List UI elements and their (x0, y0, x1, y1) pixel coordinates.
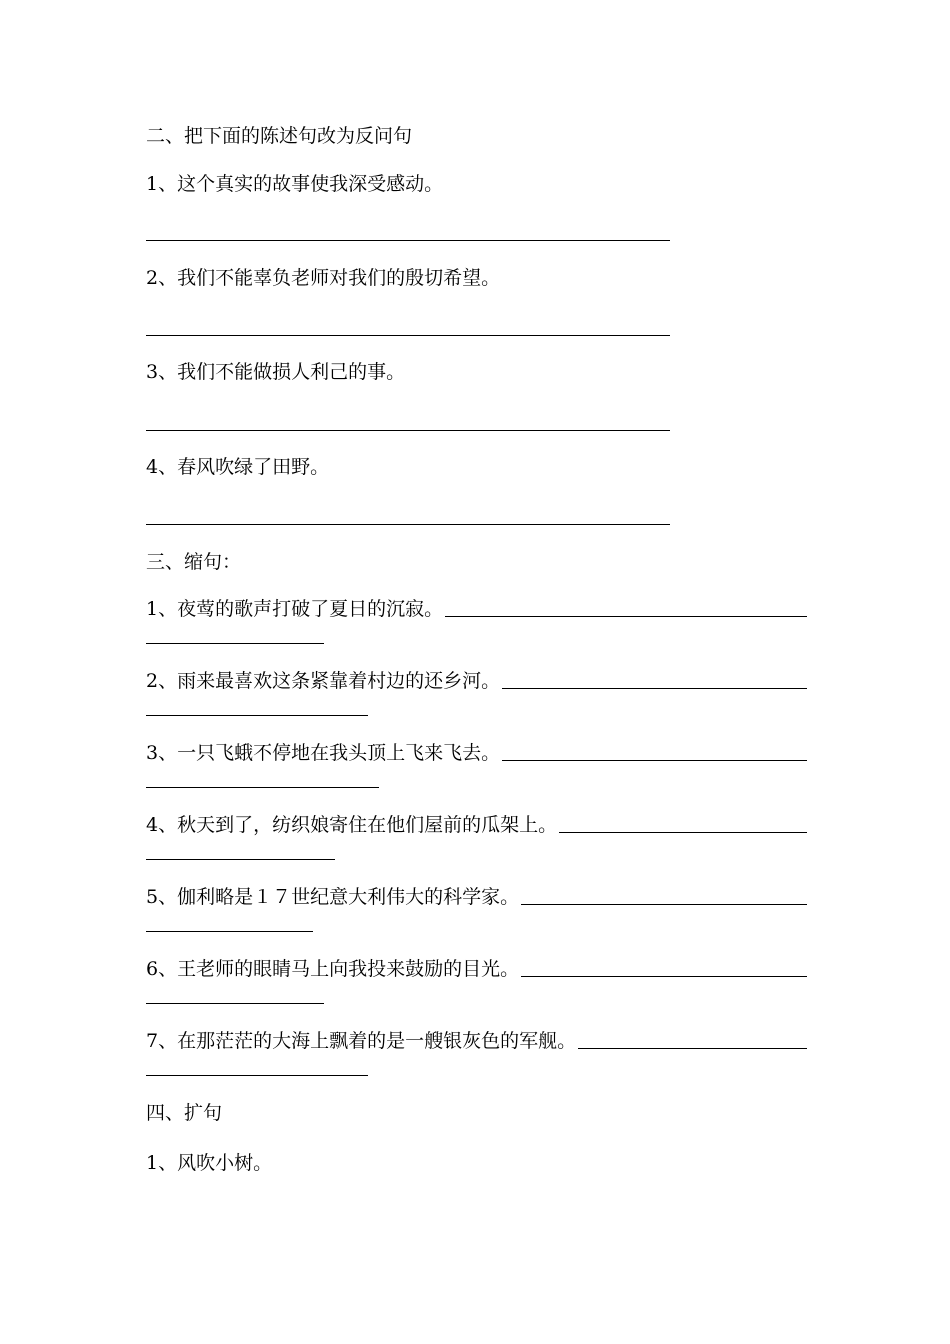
section-heading: 三、缩句： (146, 551, 242, 573)
answer-line[interactable] (146, 430, 670, 431)
question-text: 3、一只飞蛾不停地在我头顶上飞来飞去。 (146, 742, 501, 764)
question-text: 7、在那茫茫的大海上飘着的是一艘银灰色的军舰。 (146, 1030, 577, 1052)
answer-line-continued[interactable] (146, 715, 368, 716)
answer-line[interactable] (502, 688, 807, 689)
section-heading: 四、扩句 (146, 1102, 223, 1124)
question-text: 2、雨来最喜欢这条紧靠着村边的还乡河。 (146, 670, 501, 692)
answer-line-continued[interactable] (146, 931, 313, 932)
question-text: 1、夜莺的歌声打破了夏日的沉寂。 (146, 598, 444, 620)
answer-line-continued[interactable] (146, 787, 379, 788)
question-row (146, 1029, 807, 1053)
question-row (146, 741, 807, 765)
question-text: 1、风吹小树。 (146, 1152, 273, 1174)
question-row (146, 813, 807, 837)
answer-line[interactable] (521, 976, 807, 977)
question-row (146, 597, 807, 621)
answer-line[interactable] (521, 904, 807, 905)
question-text: 1、这个真实的故事使我深受感动。 (146, 173, 444, 195)
answer-line-continued[interactable] (146, 1075, 368, 1076)
question-text: 4、秋天到了，纺织娘寄住在他们屋前的瓜架上。 (146, 814, 558, 836)
section-heading: 二、把下面的陈述句改为反问句 (146, 125, 413, 147)
answer-line[interactable] (146, 240, 670, 241)
question-row (146, 957, 807, 981)
answer-line[interactable] (502, 760, 807, 761)
question-text: 4、春风吹绿了田野。 (146, 456, 330, 478)
answer-line[interactable] (559, 832, 807, 833)
question-text: 2、我们不能辜负老师对我们的殷切希望。 (146, 267, 501, 289)
answer-line-continued[interactable] (146, 1003, 324, 1004)
answer-line[interactable] (445, 616, 807, 617)
question-text: 6、王老师的眼睛马上向我投来鼓励的目光。 (146, 958, 520, 980)
question-text: 3、我们不能做损人利己的事。 (146, 361, 406, 383)
question-row (146, 669, 807, 693)
question-text: 5、伽利略是１７世纪意大利伟大的科学家。 (146, 886, 520, 908)
answer-line[interactable] (146, 524, 670, 525)
answer-line[interactable] (146, 335, 670, 336)
answer-line-continued[interactable] (146, 859, 335, 860)
answer-line[interactable] (578, 1048, 807, 1049)
question-row (146, 885, 807, 909)
answer-line-continued[interactable] (146, 643, 324, 644)
